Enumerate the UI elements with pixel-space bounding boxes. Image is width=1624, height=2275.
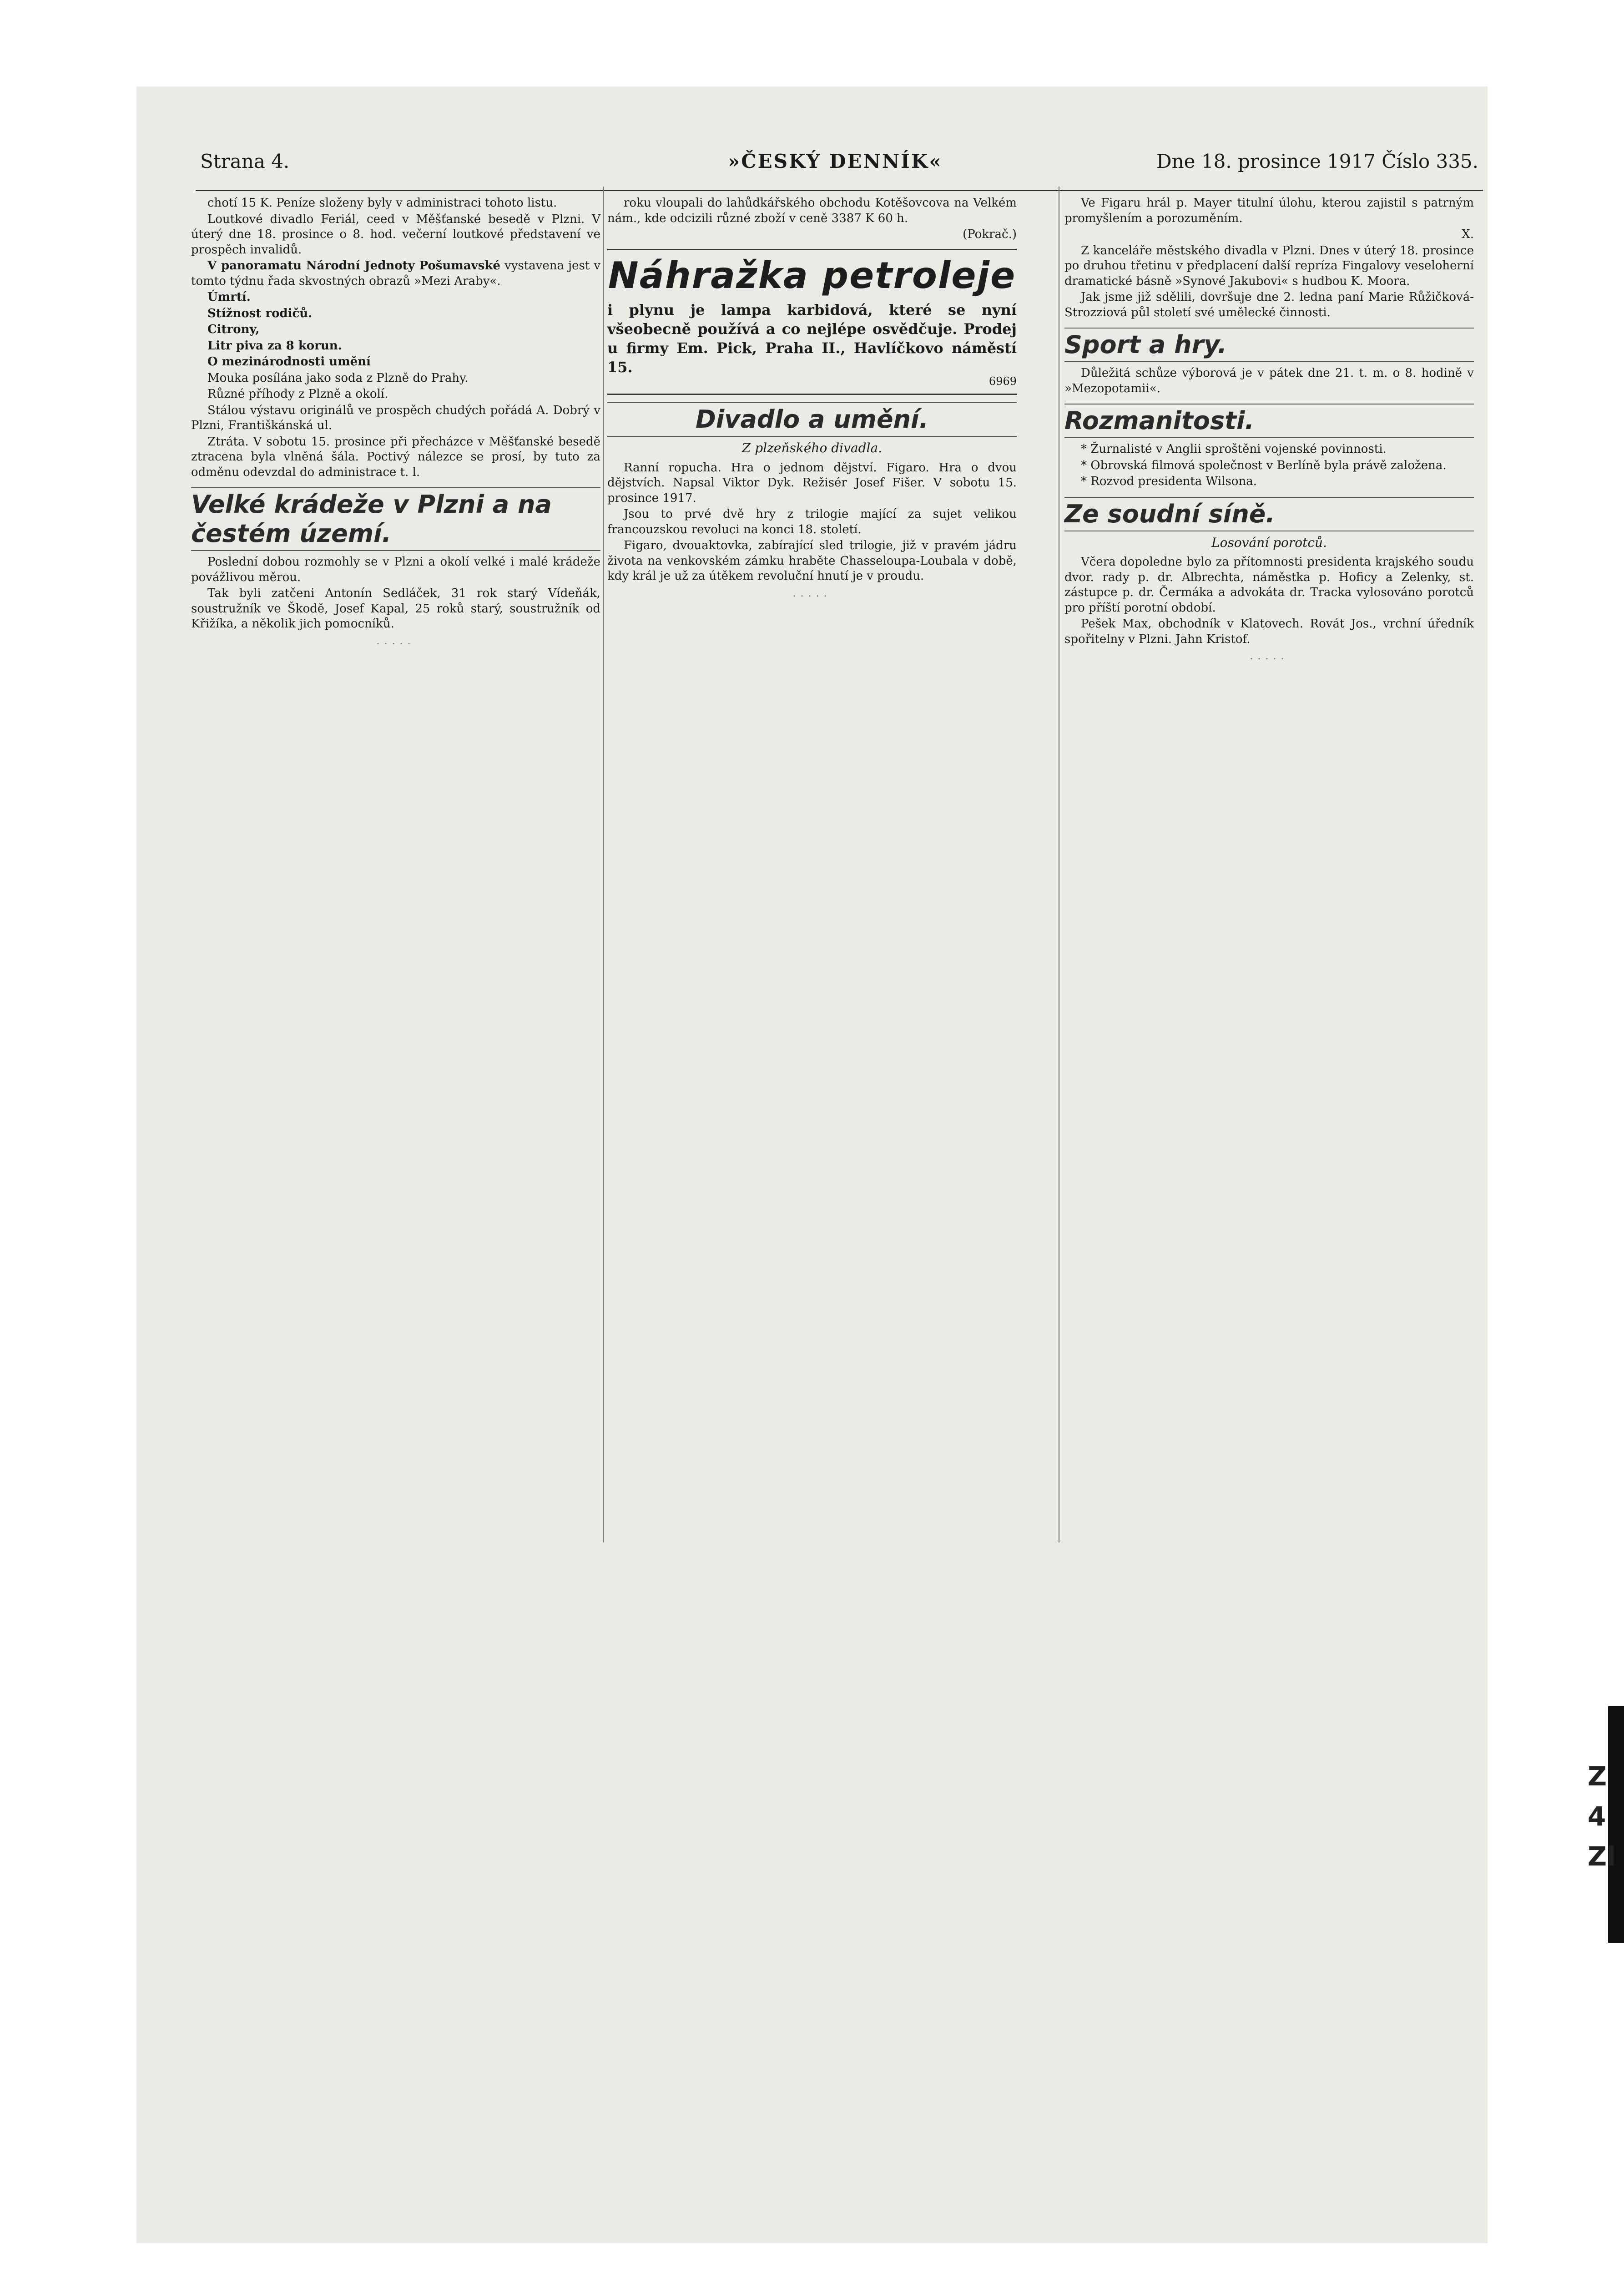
ad-text: i plynu je lampa karbidová, které se nyní všeobecně používá a co nejlépe osvědčuje. Prodej u firmy Em. Pick, Praha II., Havlíčkovo náměstí 15. bbox=[607, 301, 1017, 376]
masthead-title: »ČESKÝ DENNÍK« bbox=[728, 150, 943, 172]
paragraph: Tak byli zatčeni Antonín Sedláček, 31 rok starý Vídeňák, soustružník ve Škodě, Josef Kapal, 25 roků starý, soustružník od Křižíka, a několik jich pomocníků. bbox=[191, 586, 600, 631]
paragraph: * Obrovská filmová společnost v Berlíně byla právě založena. bbox=[1081, 458, 1447, 472]
paragraph bbox=[191, 322, 600, 338]
paragraph: * Rozvod presidenta Wilsona. bbox=[1081, 475, 1257, 488]
paragraph: Důležitá schůze výborová je v pátek dne 21. t. m. o 8. hodině v »Mezopotamii«. bbox=[1064, 366, 1474, 395]
paragraph: Ve Figaru hrál p. Mayer titulní úlohu, kterou zajistil s patrným promyšlením a porozuměním. bbox=[1064, 196, 1474, 225]
page-header bbox=[196, 146, 1483, 191]
remaining-text: ..... bbox=[1250, 651, 1289, 662]
section-heading: Sport a hry. bbox=[1064, 328, 1474, 362]
section-heading: Rozmanitosti. bbox=[1064, 404, 1474, 438]
column-3 bbox=[1064, 196, 1474, 1542]
paragraph: Poslední dobou rozmohly se v Plzni a okolí velké i malé krádeže povážlivou měrou. bbox=[191, 555, 600, 584]
page-number: Strana 4. bbox=[200, 150, 290, 172]
paragraph: Ztráta. V sobotu 15. prosince při přecházce v Měšťanské besedě ztracena byla vlněná šála. Poctivý nálezce se prosí, by tuto za odměnu odevzdal do administrace t. l. bbox=[191, 435, 600, 479]
paragraph bbox=[191, 306, 600, 322]
section-subheading: Z plzeňského divadla. bbox=[741, 440, 883, 455]
advertisement bbox=[607, 249, 1017, 395]
paragraph: Včera dopoledne bylo za přítomnosti presidenta krajského soudu dvor. rady p. dr. Albrechta, náměstka p. Hoficy a Zelenky, st. zástupce p. dr. Čermáka a advokáta dr. Tracka vylosováno porotců pro příští porotní období. bbox=[1064, 555, 1474, 615]
section-heading: Velké krádeže v Plzni a na čestém území. bbox=[191, 487, 600, 551]
paragraph bbox=[191, 339, 600, 354]
paragraph: Z kanceláře městského divadla v Plzni. Dnes v úterý 18. prosince po druhou třetinu v předplacení další repríza Fingalovy veseloherní dramatické básně »Synové Jakubovi« s hudbou K. Moora. bbox=[1064, 243, 1474, 288]
item-lead: V panoramatu Národní Jednoty Pošumavské bbox=[207, 259, 500, 273]
item-lead: Stížnost rodičů. bbox=[207, 306, 313, 320]
paragraph: chotí 15 K. Peníze složeny byly v administraci tohoto listu. bbox=[207, 196, 557, 210]
paragraph: Loutkové divadlo Feriál, ceed v Měšťanské besedě v Plzni. V úterý dne 18. prosince o 8. hod. večerní loutkové představení ve prospěch invalidů. bbox=[191, 212, 600, 257]
ad-number: 6969 bbox=[989, 374, 1017, 388]
column-2 bbox=[607, 196, 1017, 1542]
paragraph bbox=[191, 258, 600, 289]
paragraph: roku vloupali do lahůdkářského obchodu Kotěšovcova na Velkém nám., kde odcizili různé zboží v ceně 3387 K 60 h. bbox=[607, 196, 1017, 225]
item-text: vystavena jest v tomto týdnu řada skvostných obrazů »Mezi Araby«. bbox=[191, 259, 601, 288]
paragraph: Jak jsme již sdělili, dovršuje dne 2. ledna paní Marie Růžičková-Strozziová půl století své umělecké činnosti. bbox=[1064, 290, 1474, 319]
item-lead: Úmrtí. bbox=[207, 290, 251, 304]
paragraph: Mouka posílána jako soda z Plzně do Prahy. bbox=[207, 371, 469, 385]
paragraph: Různé příhody z Plzně a okolí. bbox=[207, 387, 388, 401]
remaining-text: ..... bbox=[376, 635, 415, 647]
section-heading: Ze soudní síně. bbox=[1064, 497, 1474, 531]
item-lead: Citrony, bbox=[207, 323, 260, 336]
remaining-text: ..... bbox=[792, 587, 832, 599]
adjacent-page-letters: Z 4 Zl bbox=[1588, 1761, 1616, 1872]
paragraph: Pešek Max, obchodník v Klatovech. Rovát Jos., vrchní úředník spořitelny v Plzni. Jahn Kristof. bbox=[1064, 617, 1474, 646]
issue-date: Dne 18. prosince 1917 Číslo 335. bbox=[1156, 150, 1478, 172]
continued-note: (Pokrač.) bbox=[963, 228, 1017, 241]
column-divider bbox=[603, 187, 604, 1542]
section-subheading: Losování porotců. bbox=[1211, 535, 1327, 550]
paragraph bbox=[191, 290, 600, 305]
paragraph: Jsou to prvé dvě hry z trilogie mající za sujet velikou francouzskou revoluci na konci 18. století. bbox=[607, 507, 1017, 536]
paragraph: Figaro, dvouaktovka, zabírající sled trilogie, již v pravém jádru života na venkovském zámku hraběte Chasseloupa-Loubala v době, kdy král je už za útěkem revoluční hnutí je v proudu. bbox=[607, 539, 1017, 583]
item-lead: O mezinárodnosti umění bbox=[207, 355, 371, 369]
paragraph: * Žurnalisté v Anglii sproštěni vojenské povinnosti. bbox=[1081, 442, 1387, 456]
item-lead: Litr piva za 8 korun. bbox=[207, 339, 342, 353]
paragraph: Stálou výstavu originálů ve prospěch chudých pořádá A. Dobrý v Plzni, Františkánská ul. bbox=[191, 403, 600, 432]
paragraph: Ranní ropucha. Hra o jednom dějství. Figaro. Hra o dvou dějstvích. Napsal Viktor Dyk. Režisér Josef Fišer. V sobotu 15. prosince 1917. bbox=[607, 460, 1017, 505]
column-1 bbox=[191, 196, 600, 1538]
paragraph bbox=[191, 354, 600, 370]
section-heading: Divadlo a umění. bbox=[607, 402, 1017, 437]
ad-title: Náhražka petroleje bbox=[608, 254, 1016, 297]
author-sign: X. bbox=[1462, 228, 1474, 241]
